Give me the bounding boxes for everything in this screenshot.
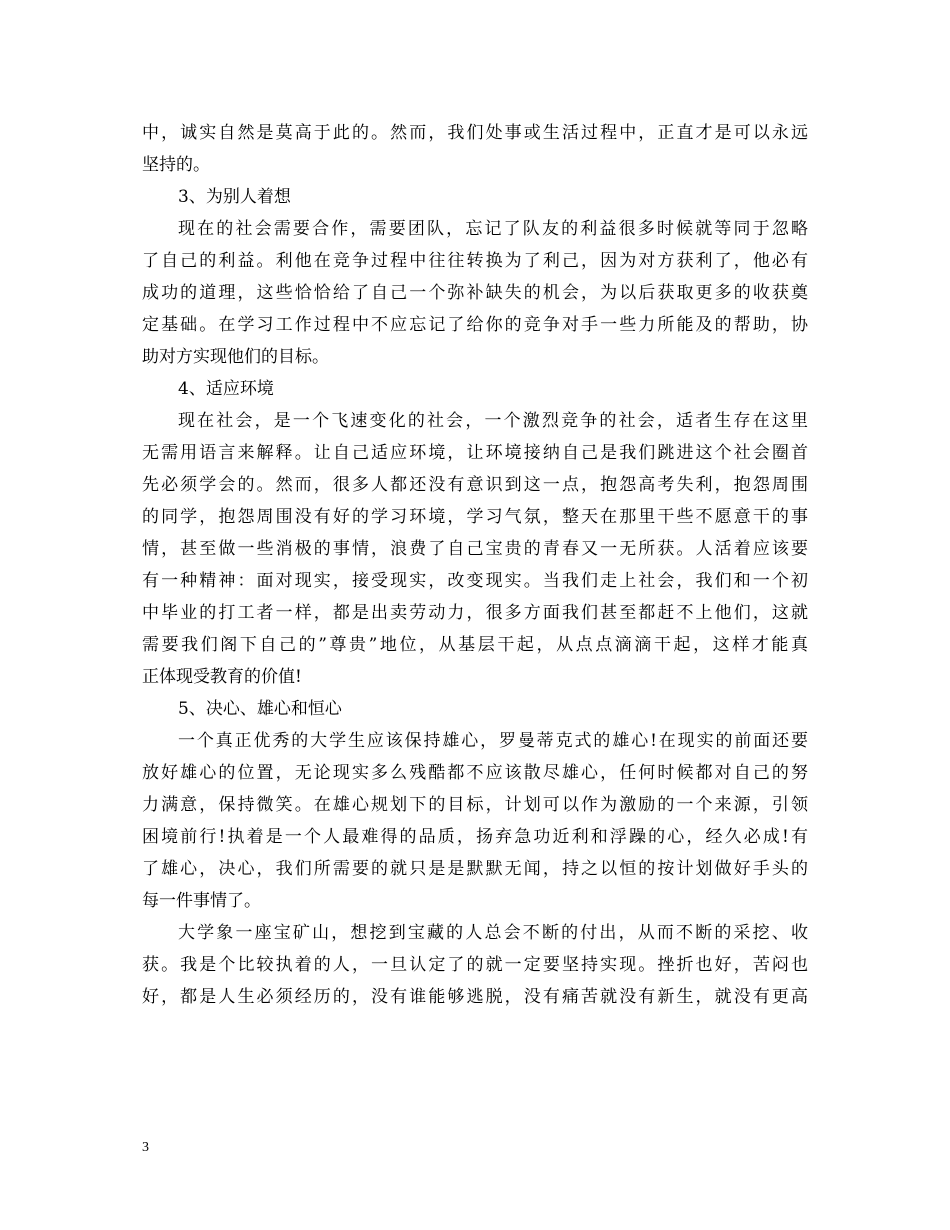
text-line: 一个真正优秀的大学生应该保持雄心，罗曼蒂克式的雄心!在现实的前面还要 xyxy=(178,731,808,751)
text-line: 情，甚至做一些消极的事情，浪费了自己宝贵的青春又一无所获。人活着应该要 xyxy=(142,539,808,559)
text-line: 现在的社会需要合作，需要团队，忘记了队友的利益很多时候就等同于忽略 xyxy=(178,219,808,239)
text-line: 3、为别人着想 xyxy=(178,187,291,207)
text-line: 的同学，抱怨周围没有好的学习环境，学习气氛，整天在那里干些不愿意干的事 xyxy=(142,507,808,527)
text-line: 定基础。在学习工作过程中不应忘记了给你的竞争对手一些力所能及的帮助，协 xyxy=(142,315,808,335)
text-line: 中，诚实自然是莫高于此的。然而，我们处事或生活过程中，正直才是可以永远 xyxy=(142,123,808,143)
text-line: 4、适应环境 xyxy=(178,379,274,399)
page-number: 3 xyxy=(142,1140,149,1155)
text-line: 力满意，保持微笑。在雄心规划下的目标，计划可以作为激励的一个来源，引领 xyxy=(142,795,808,815)
text-line: 困境前行!执着是一个人最难得的品质，扬弃急功近利和浮躁的心，经久必成!有 xyxy=(142,827,808,847)
text-line: 需要我们阁下自己的”尊贵”地位，从基层干起，从点点滴滴干起，这样才能真 xyxy=(142,635,808,655)
text-line: 大学象一座宝矿山，想挖到宝藏的人总会不断的付出，从而不断的采挖、收 xyxy=(178,923,808,943)
text-line: 5、决心、雄心和恒心 xyxy=(178,699,342,719)
text-line: 成功的道理，这些恰恰给了自己一个弥补缺失的机会，为以后获取更多的收获奠 xyxy=(142,283,808,303)
text-line: 每一件事情了。 xyxy=(142,891,261,911)
text-line: 获。我是个比较执着的人，一旦认定了的就一定要坚持实现。挫折也好，苦闷也 xyxy=(142,955,808,975)
text-line: 先必须学会的。然而，很多人都还没有意识到这一点，抱怨高考失利，抱怨周围 xyxy=(142,475,808,495)
text-line: 正体现受教育的价值! xyxy=(142,667,302,687)
document-body xyxy=(142,117,808,1013)
text-line: 现在社会，是一个飞速变化的社会，一个激烈竞争的社会，适者生存在这里 xyxy=(178,411,808,431)
text-line: 中毕业的打工者一样，都是出卖劳动力，很多方面我们甚至都赶不上他们，这就 xyxy=(142,603,808,623)
text-line: 了自己的利益。利他在竞争过程中往往转换为了利己，因为对方获利了，他必有 xyxy=(142,251,808,271)
text-line: 有一种精神：面对现实，接受现实，改变现实。当我们走上社会，我们和一个初 xyxy=(142,571,808,591)
text-line: 放好雄心的位置，无论现实多么残酷都不应该散尽雄心，任何时候都对自己的努 xyxy=(142,763,808,783)
text-line: 无需用语言来解释。让自己适应环境，让环境接纳自己是我们跳进这个社会圈首 xyxy=(142,443,808,463)
text-line: 坚持的。 xyxy=(142,155,210,175)
text-line: 助对方实现他们的目标。 xyxy=(142,347,329,367)
text-line: 好，都是人生必须经历的，没有谁能够逃脱，没有痛苦就没有新生，就没有更高 xyxy=(142,987,808,1007)
text-line: 了雄心，决心，我们所需要的就只是是默默无闻，持之以恒的按计划做好手头的 xyxy=(142,859,808,879)
